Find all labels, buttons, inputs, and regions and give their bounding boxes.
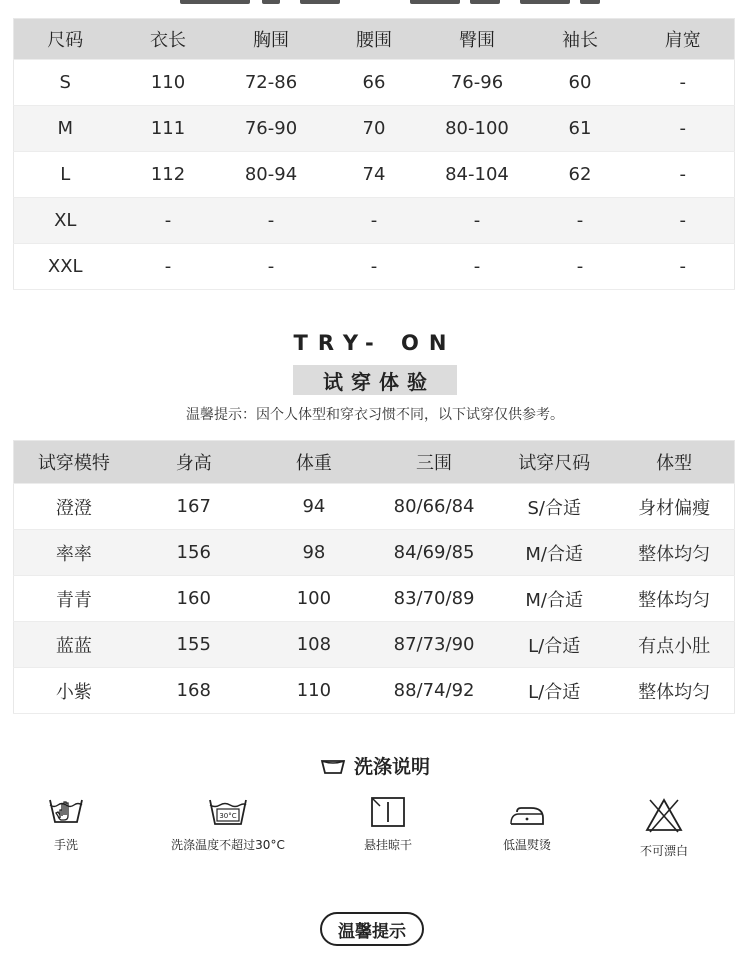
- wash-item-iron: [447, 796, 607, 853]
- tryon-table-row: [14, 576, 735, 622]
- size-cell: -: [529, 198, 632, 244]
- tryon-cell: M/合适: [494, 576, 614, 622]
- tryon-cell: 身材偏瘦: [614, 484, 734, 530]
- hand-wash-icon: [46, 796, 86, 828]
- size-cell: L: [14, 152, 117, 198]
- size-header-cell: 尺码: [14, 19, 117, 60]
- tryon-cell: 澄澄: [14, 484, 134, 530]
- cutoff-header-remnant: [0, 0, 750, 6]
- size-cell: 112: [117, 152, 220, 198]
- tryon-cell: 110: [254, 668, 374, 714]
- size-cell: -: [632, 60, 735, 106]
- size-cell: -: [117, 198, 220, 244]
- size-header-cell: 臀围: [426, 19, 529, 60]
- tryon-header-cell: 三围: [374, 441, 494, 484]
- size-cell: -: [117, 244, 220, 290]
- tryon-cell: 88/74/92: [374, 668, 494, 714]
- tryon-cell: 108: [254, 622, 374, 668]
- tryon-cell: L/合适: [494, 668, 614, 714]
- tryon-cell: M/合适: [494, 530, 614, 576]
- tryon-cell: 小紫: [14, 668, 134, 714]
- size-cell: 62: [529, 152, 632, 198]
- size-table-row: [14, 106, 735, 152]
- size-cell: -: [426, 244, 529, 290]
- tryon-table-row: [14, 484, 735, 530]
- wash-label: 低温熨烫: [502, 838, 551, 852]
- wash-30-icon: [207, 796, 249, 828]
- tryon-cell: 整体均匀: [614, 530, 734, 576]
- tryon-cell: 87/73/90: [374, 622, 494, 668]
- tryon-cell: 84/69/85: [374, 530, 494, 576]
- size-cell: -: [632, 198, 735, 244]
- size-cell: M: [14, 106, 117, 152]
- size-cell: 66: [323, 60, 426, 106]
- wash-section-title: [0, 752, 750, 779]
- no-bleach-icon: [644, 796, 684, 834]
- size-header-cell: 胸围: [220, 19, 323, 60]
- tryon-cell: 168: [134, 668, 254, 714]
- tryon-table-row: [14, 622, 735, 668]
- hang-dry-icon: [370, 796, 406, 828]
- wash-label: 洗涤温度不超过30°C: [171, 838, 285, 852]
- size-cell: -: [632, 152, 735, 198]
- wash-label: 不可漂白: [639, 844, 688, 858]
- tryon-cell: 155: [134, 622, 254, 668]
- tryon-cell: 整体均匀: [614, 576, 734, 622]
- wash-item-hand: [0, 796, 146, 853]
- tryon-table-header-row: [14, 441, 735, 484]
- size-cell: -: [632, 106, 735, 152]
- tryon-title-en: TRY- ON: [293, 331, 457, 355]
- tryon-cell: 156: [134, 530, 254, 576]
- size-cell: 76-90: [220, 106, 323, 152]
- size-cell: XL: [14, 198, 117, 244]
- tryon-cell: 整体均匀: [614, 668, 734, 714]
- tryon-header-cell: 体型: [614, 441, 734, 484]
- size-cell: -: [426, 198, 529, 244]
- size-table-row: [14, 60, 735, 106]
- size-table-row: [14, 198, 735, 244]
- tryon-cell: S/合适: [494, 484, 614, 530]
- size-cell: 74: [323, 152, 426, 198]
- tryon-note: 温馨提示：因个人体型和穿衣习惯不同，以下试穿仅供参考。: [186, 407, 564, 423]
- wash-title-text: 洗涤说明: [353, 756, 430, 778]
- tryon-table: [13, 440, 735, 714]
- size-cell: 111: [117, 106, 220, 152]
- tryon-header-cell: 试穿尺码: [494, 441, 614, 484]
- size-cell: 84-104: [426, 152, 529, 198]
- size-cell: -: [323, 244, 426, 290]
- size-cell: XXL: [14, 244, 117, 290]
- tryon-cell: 青青: [14, 576, 134, 622]
- wash-item-bleach: [584, 796, 744, 859]
- tryon-cell: 98: [254, 530, 374, 576]
- tryon-table-row: [14, 530, 735, 576]
- size-cell: 80-94: [220, 152, 323, 198]
- size-table: [13, 18, 735, 290]
- wash-label: 悬挂晾干: [363, 838, 412, 852]
- tryon-cell: 蓝蓝: [14, 622, 134, 668]
- washbasin-icon: [320, 756, 346, 776]
- size-cell: 61: [529, 106, 632, 152]
- size-cell: 60: [529, 60, 632, 106]
- tryon-title-cn: 试穿体验: [323, 369, 435, 394]
- size-cell: 72-86: [220, 60, 323, 106]
- wash-item-hang: [308, 796, 468, 853]
- size-table-row: [14, 244, 735, 290]
- wash-temp-text: 30°C: [219, 812, 237, 820]
- size-cell: -: [529, 244, 632, 290]
- size-cell: 76-96: [426, 60, 529, 106]
- tryon-table-row: [14, 668, 735, 714]
- tryon-cell: 100: [254, 576, 374, 622]
- size-header-cell: 衣长: [117, 19, 220, 60]
- size-cell: -: [220, 198, 323, 244]
- tryon-cell: 160: [134, 576, 254, 622]
- iron-low-icon: [507, 796, 547, 828]
- size-cell: 110: [117, 60, 220, 106]
- wash-label: 手洗: [53, 838, 78, 852]
- tryon-header-cell: 试穿模特: [14, 441, 134, 484]
- size-cell: S: [14, 60, 117, 106]
- size-header-cell: 腰围: [323, 19, 426, 60]
- tryon-cell: 167: [134, 484, 254, 530]
- tryon-header-cell: 身高: [134, 441, 254, 484]
- size-cell: 80-100: [426, 106, 529, 152]
- tryon-cell: L/合适: [494, 622, 614, 668]
- size-header-cell: 袖长: [529, 19, 632, 60]
- wash-item-30: [148, 796, 308, 853]
- size-header-cell: 肩宽: [632, 19, 735, 60]
- size-table-row: [14, 152, 735, 198]
- tips-badge: 温馨提示: [320, 912, 424, 946]
- tryon-cell: 80/66/84: [374, 484, 494, 530]
- size-cell: -: [323, 198, 426, 244]
- tryon-header-cell: 体重: [254, 441, 374, 484]
- tryon-title-box: [293, 365, 457, 395]
- wash-instructions: [0, 796, 750, 876]
- size-cell: -: [220, 244, 323, 290]
- tryon-cell: 有点小肚: [614, 622, 734, 668]
- size-cell: -: [632, 244, 735, 290]
- tryon-cell: 率率: [14, 530, 134, 576]
- tryon-cell: 94: [254, 484, 374, 530]
- tryon-cell: 83/70/89: [374, 576, 494, 622]
- size-cell: 70: [323, 106, 426, 152]
- size-table-header-row: [14, 19, 735, 60]
